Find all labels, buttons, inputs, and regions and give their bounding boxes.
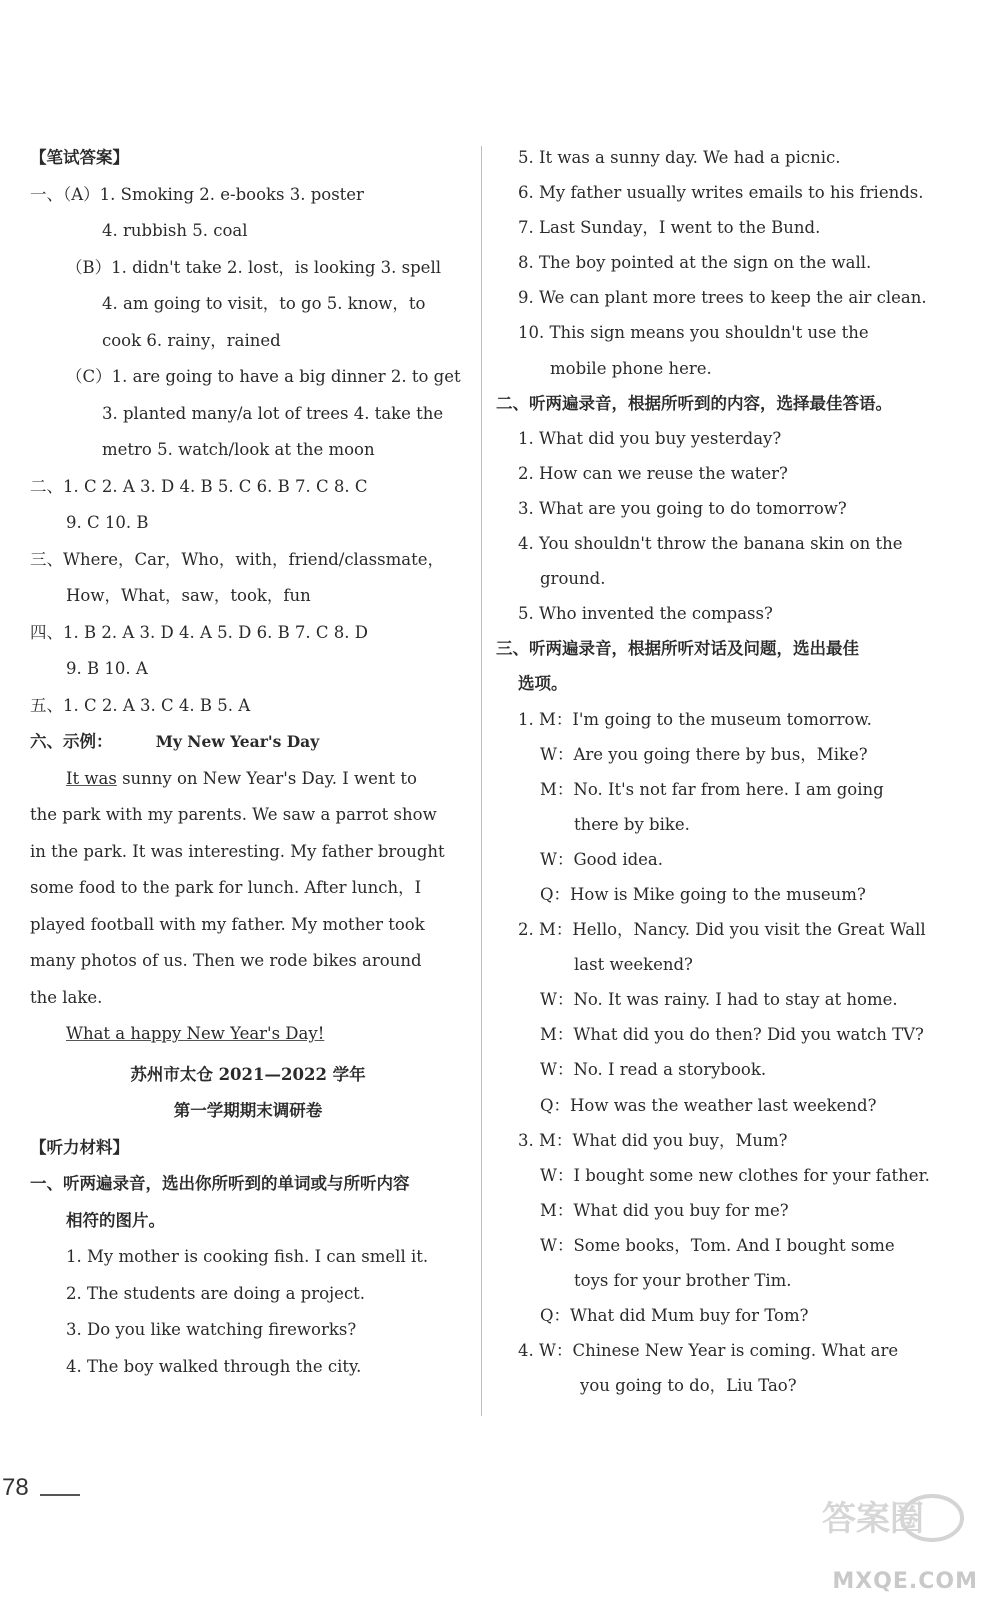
essay-line1	[30, 761, 466, 798]
watermark-logo	[782, 1490, 982, 1570]
q6-label: 六、示例：	[30, 732, 113, 751]
q4-line2: 9. B 10. A	[66, 659, 148, 678]
l1-item: 2. The students are doing a project.	[66, 1283, 366, 1303]
q1-c-line2: 3. planted many/a lot of trees 4. take the	[102, 403, 444, 423]
l1-item: 6. My father usually writes emails to his friends.	[518, 183, 924, 203]
dialogue2-line: M：What did you do then? Did you watch TV?	[540, 1025, 924, 1045]
essay-closing-text: What a happy New Year's Day!	[66, 1024, 325, 1043]
dialogue3-line: W：Some books，Tom. And I bought some	[540, 1235, 895, 1255]
q2-line2: 9. C 10. B	[66, 513, 149, 532]
exam-title-line1: 苏州市太仓 2021—2022 学年	[130, 1064, 366, 1084]
dialogue3-line: Q：What did Mum buy for Tom?	[540, 1306, 809, 1326]
l1-item: 3. Do you like watching fireworks?	[66, 1320, 357, 1339]
right-column	[496, 140, 930, 1403]
q1-a-line1: 一、（A）1. Smoking 2. e-books 3. poster	[30, 184, 364, 204]
dialogue3-line: W：I bought some new clothes for your father.	[540, 1165, 930, 1185]
l2-item5: 5. Who invented the compass?	[518, 604, 773, 624]
q1-a-line2: 4. rubbish 5. coal	[102, 221, 248, 240]
l1-item: 4. The boy walked through the city.	[66, 1356, 362, 1376]
dialogue1-line: 1. M：I'm going to the museum tomorrow.	[518, 709, 872, 729]
q1-b-line2: 4. am going to visit，to go 5. know，to	[102, 294, 426, 313]
dialogue3-line: M：What did you buy for me?	[540, 1200, 789, 1220]
watermark-text: MXQE.COM	[832, 1569, 978, 1594]
l2-item: 1. What did you buy yesterday?	[518, 428, 782, 448]
dialogue2-line: W：No. I read a storybook.	[540, 1060, 767, 1080]
l2-heading: 二、听两遍录音，根据所听到的内容，选择最佳答语。	[496, 393, 892, 413]
l2-item: 4. You shouldn't throw the banana skin on the	[518, 534, 903, 554]
page-number: 78	[2, 1474, 29, 1501]
q1-c-line3: metro 5. watch/look at the moon	[102, 440, 375, 459]
q5-line: 五、1. C 2. A 3. C 4. B 5. A	[30, 695, 251, 715]
left-column	[30, 140, 466, 1385]
essay-line1-underlined: It was	[66, 768, 117, 788]
q4-line1: 四、1. B 2. A 3. D 4. A 5. D 6. B 7. C 8. D	[30, 622, 369, 642]
watermark-logo-text: 答案圈	[822, 1499, 924, 1539]
dialogue3-line: toys for your brother Tim.	[574, 1271, 792, 1290]
l1-item: 10. This sign means you shouldn't use the	[518, 323, 869, 343]
l1-item: 8. The boy pointed at the sign on the wall.	[518, 253, 872, 273]
dialogue2-line: W：No. It was rainy. I had to stay at home.	[540, 990, 898, 1010]
essay-line2: the park with my parents. We saw a parrot show	[30, 805, 437, 824]
dialogue1-line: W：Good idea.	[540, 849, 664, 869]
l1-heading-line1: 一、听两遍录音，选出你所听到的单词或与所听内容	[30, 1174, 410, 1193]
dialogue2-line: 2. M：Hello，Nancy. Did you visit the Great Wall	[518, 920, 926, 940]
q3-line1: 三、Where，Car，Who，with，friend/classmate，	[30, 549, 444, 569]
essay-title: My New Year's Day	[155, 732, 320, 751]
l2-item: 2. How can we reuse the water?	[518, 463, 788, 483]
q1-c-line1: （C）1. are going to have a big dinner 2. to get	[66, 367, 461, 386]
dialogue2-line: last weekend?	[574, 955, 693, 975]
q6-heading	[30, 724, 466, 761]
l2-item4-cont: ground.	[540, 569, 606, 589]
dialogue4-line: 4. W：Chinese New Year is coming. What are	[518, 1341, 899, 1361]
l1-item: 9. We can plant more trees to keep the air clean.	[518, 288, 927, 308]
l1-item: 7. Last Sunday，I went to the Bund.	[518, 218, 821, 238]
section-label-written-answers: 【笔试答案】	[30, 148, 129, 167]
dialogue4-line: you going to do，Liu Tao?	[580, 1376, 797, 1396]
essay-closing	[30, 1016, 466, 1053]
q1-b-line1: （B）1. didn't take 2. lost，is looking 3. spell	[66, 257, 442, 277]
essay-line1-rest: sunny on New Year's Day. I went to	[116, 768, 417, 788]
q2-line1: 二、1. C 2. A 3. D 4. B 5. C 6. B 7. C 8. C	[30, 476, 368, 496]
column-divider	[481, 146, 482, 1416]
q3-line2: How，What，saw，took，fun	[66, 586, 311, 605]
essay-line7: the lake.	[30, 987, 103, 1007]
l1-item: 1. My mother is cooking fish. I can smell it.	[66, 1247, 429, 1266]
exam-title-line2: 第一学期期末调研卷	[173, 1101, 323, 1120]
essay-line3: in the park. It was interesting. My father brought	[30, 841, 445, 861]
dialogue2-line: Q：How was the weather last weekend?	[540, 1095, 877, 1115]
l3-heading-line2: 选项。	[518, 674, 568, 694]
dialogue1-line: M：No. It's not far from here. I am going	[540, 779, 884, 799]
section-label-listening: 【听力材料】	[30, 1137, 129, 1157]
l1-heading-line2: 相符的图片。	[66, 1210, 165, 1230]
dialogue1-line: there by bike.	[574, 814, 690, 834]
q1-b-line3: cook 6. rainy，rained	[102, 330, 281, 350]
dialogue1-line: W：Are you going there by bus，Mike?	[540, 744, 868, 764]
page-number-rule	[40, 1494, 80, 1496]
l2-item: 3. What are you going to do tomorrow?	[518, 498, 847, 518]
dialogue1-line: Q：How is Mike going to the museum?	[540, 884, 866, 904]
l1-item10-cont: mobile phone here.	[550, 358, 712, 378]
l3-heading-line1: 三、听两遍录音，根据所听对话及问题，选出最佳	[496, 639, 859, 659]
dialogue3-line: 3. M：What did you buy，Mum?	[518, 1130, 788, 1150]
essay-line4: some food to the park for lunch. After lunch，I	[30, 878, 422, 897]
essay-line5: played football with my father. My mother took	[30, 914, 425, 934]
essay-line6: many photos of us. Then we rode bikes around	[30, 951, 422, 970]
l1-item: 5. It was a sunny day. We had a picnic.	[518, 148, 841, 167]
